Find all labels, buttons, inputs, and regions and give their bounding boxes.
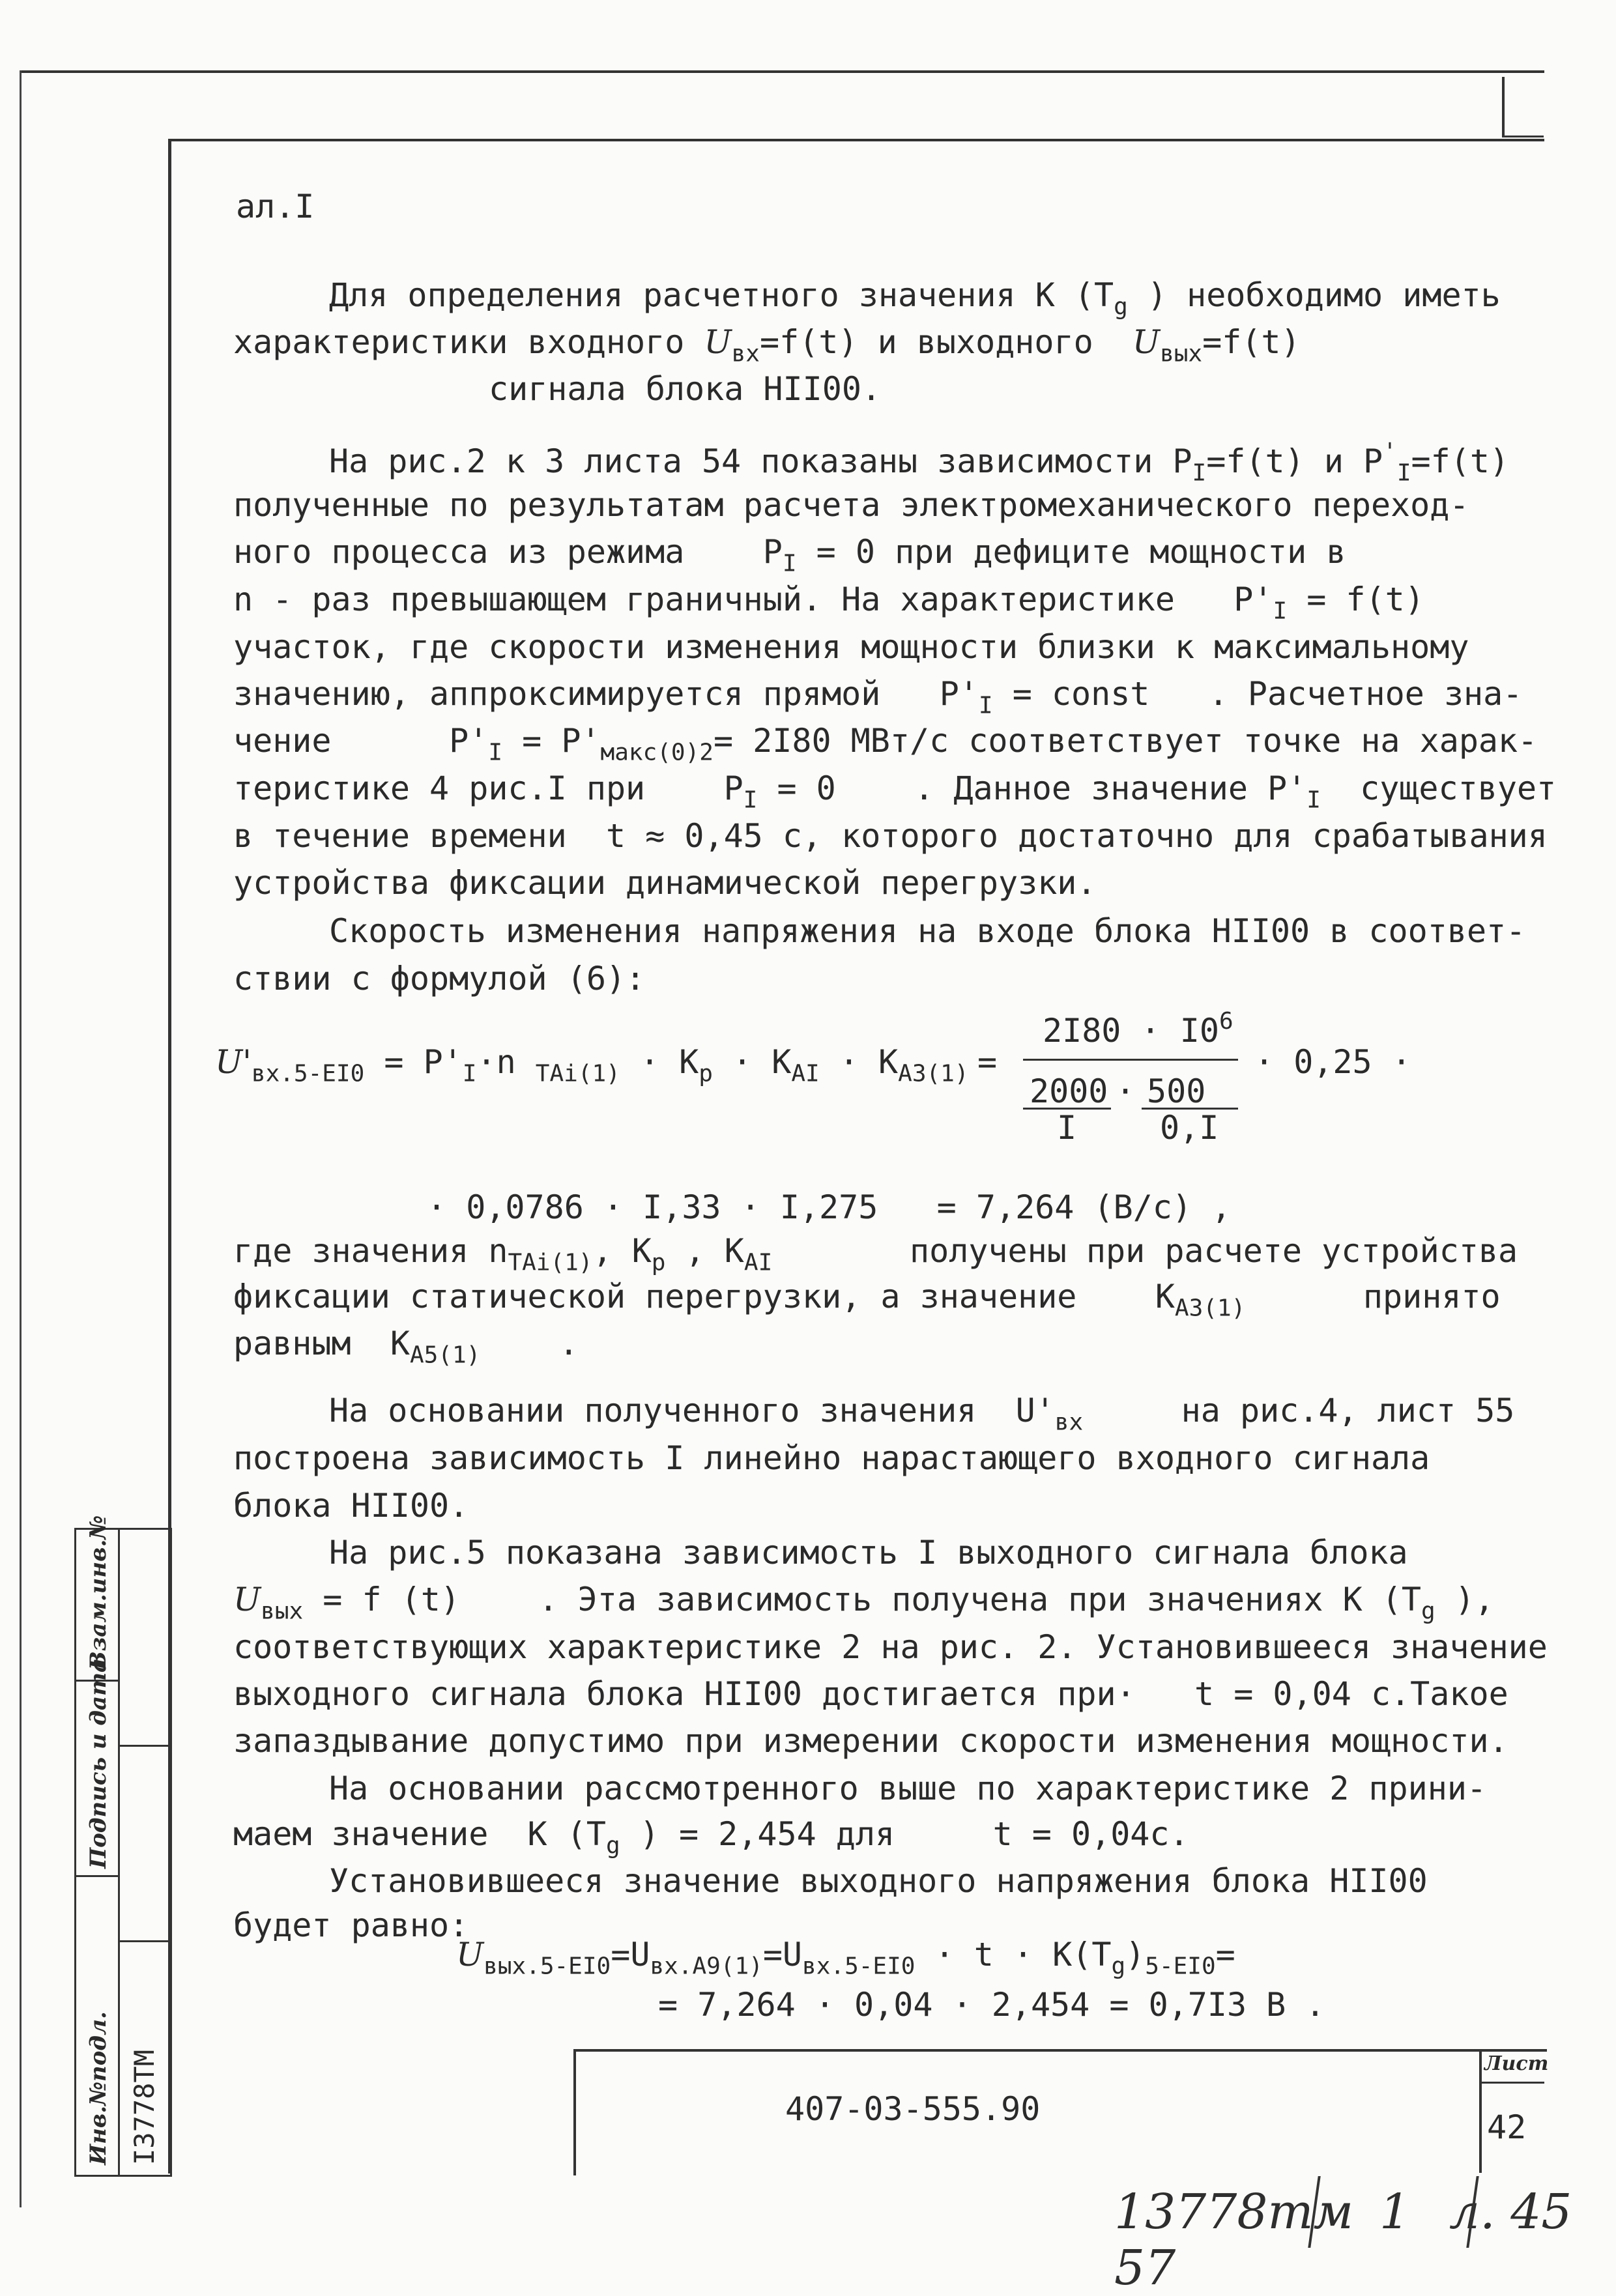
- text-line: построена зависимость I линейно нарастающего входного сигнала: [233, 1439, 1430, 1477]
- stamp-inv-number: I3778ТМ: [128, 2049, 160, 2165]
- text-line: Скорость изменения напряжения на входе блока HII00 в соответ-: [329, 912, 1526, 950]
- text-line: фиксации статической перегрузки, а значение $K_{A3(1)}$ принято: [233, 1278, 1501, 1322]
- document-code: 407-03-555.90: [785, 2090, 1041, 2128]
- corner-mark: [1502, 77, 1544, 137]
- equation-result: = 7,264 · 0,04 · 2,454 = 0,7I3 В .: [658, 1986, 1325, 2024]
- text-line: ствии с формулой (6):: [233, 960, 646, 997]
- text-line: где значения $n_{TAi(1)}$, $K_p$ , $K_{AI}$ получены при расчете устройства: [233, 1232, 1518, 1276]
- text-line: соответствующих характеристике 2 на рис. 2. Установившееся значение: [233, 1628, 1548, 1666]
- sheet-box-divider: [1479, 2082, 1544, 2084]
- side-stamp: [74, 1515, 172, 2177]
- text-line: На рис.2 к 3 листа 54 показаны зависимости $P_I=f(t)$ и $P'_I=f(t)$: [329, 438, 1510, 487]
- text-line: маем значение K ($T_g$ ) = 2,454 для t = 0,04с.: [233, 1815, 1189, 1859]
- text-line: значению, аппроксимируется прямой $P'_I$ = const . Расчетное зна-: [233, 675, 1523, 719]
- text-line: чение $P'_I = P'_{макс(0)2}= 2I80$ МВт/с соответствует точке на харак-: [233, 722, 1538, 766]
- text-line: теристике 4 рис.I при $P_I = 0$ . Данное значение $P'_I$ существует: [233, 769, 1557, 814]
- fraction-denominator-part: 0,I: [1160, 1109, 1219, 1147]
- outer-frame-top-line: [20, 70, 1544, 73]
- handwritten-archive-note: 13778тм 1 л. 4557: [1114, 2184, 1572, 2296]
- text-line: будет равно:: [233, 1906, 469, 1944]
- fraction-denominator-dot: ·: [1116, 1072, 1136, 1110]
- equation-equals: =: [977, 1043, 998, 1081]
- text-line: полученные по результатам расчета электромеханического переход-: [233, 486, 1469, 524]
- equation-line: $U'_{вх.5-EI0} = P'_I\cdot n$ $_{TAi(1)} \cdot K_p \cdot K_{AI} \cdot K_{A3(1)}$: [215, 1043, 969, 1087]
- sheet-label: Лист: [1484, 2052, 1549, 2075]
- equation-line: $U_{вых.5-EI0}=U_{вх.A9(1)}=U_{вх.5-EI0} \cdot t \cdot K(T_g)_{5-EI0}=$: [456, 1936, 1235, 1980]
- text-line: На рис.5 показана зависимость I выходного сигнала блока: [329, 1534, 1408, 1571]
- text-line: равным $K_{A5(1)}$ .: [233, 1325, 579, 1369]
- stamp-divider: [118, 1940, 170, 1942]
- text-line: запаздывание допустимо при измерении скорости изменения мощности.: [233, 1722, 1508, 1760]
- text-line: в течение времени t ≈ 0,45 с, которого достаточно для срабатывания: [233, 817, 1548, 855]
- stamp-divider: [76, 1875, 118, 1877]
- fraction-bar: [1023, 1059, 1238, 1061]
- text-line: ного процесса из режима $P_I = 0$ при дефиците мощности в: [233, 533, 1346, 577]
- text-line: участок, где скорости изменения мощности близки к максимальному: [233, 628, 1469, 666]
- equation-line: · 0,0786 · I,33 · I,275 = 7,264 (В/с) ,: [427, 1188, 1232, 1226]
- text-line: $U_{вых} = f$ (t) . Эта зависимость получена при значениях K ($T_g$ ),: [233, 1581, 1495, 1625]
- text-line: блока HII00.: [233, 1487, 469, 1525]
- fraction-numerator: $2I80 \cdot I0^6$: [1043, 1008, 1234, 1050]
- text-line: выходного сигнала блока HII00 достигается при· t = 0,04 с.Такое: [233, 1675, 1508, 1713]
- text-line: n - раз превышающем граничный. На характеристике $P'_I = f(t)$: [233, 581, 1424, 625]
- text-line: На основании полученного значения $U'_{вх}$ на рис.4, лист 55: [329, 1392, 1515, 1436]
- fraction-denominator-part: 2000: [1030, 1072, 1108, 1110]
- text-line: Установившееся значение выходного напряжения блока HII00: [329, 1862, 1428, 1900]
- inner-frame-top-line: [168, 139, 1544, 141]
- sheet-number: 42: [1487, 2108, 1527, 2146]
- sheet-header-label: ал.I: [236, 188, 315, 225]
- stamp-label-sign-date: Подпись и дата: [85, 1657, 111, 1869]
- stamp-label-inv-orig: Инв.№подл.: [85, 2011, 111, 2165]
- text-line: характеристики входного $U_{вх}=f(t)$ и выходного $U_{вых}=f(t)$: [233, 323, 1301, 367]
- text-line: На основании рассмотренного выше по характеристике 2 прини-: [329, 1770, 1487, 1807]
- stamp-divider: [118, 1530, 120, 2175]
- fraction-denominator-part: 500: [1147, 1072, 1206, 1110]
- equation-tail: · 0,25 ·: [1254, 1043, 1411, 1081]
- stamp-label-replace-inv: Взам.инв.№: [85, 1515, 111, 1670]
- text-line: устройства фиксации динамической перегрузки.: [233, 864, 1097, 902]
- outer-frame-left-line: [20, 70, 22, 2207]
- text-line: Для определения расчетного значения К ($Т_g$ ) необходимо иметь: [329, 276, 1501, 321]
- text-line: сигнала блока HII00.: [489, 370, 882, 408]
- fraction-denominator-part: I: [1057, 1109, 1077, 1147]
- stamp-divider: [118, 1745, 170, 1747]
- title-block: [573, 2049, 1547, 2175]
